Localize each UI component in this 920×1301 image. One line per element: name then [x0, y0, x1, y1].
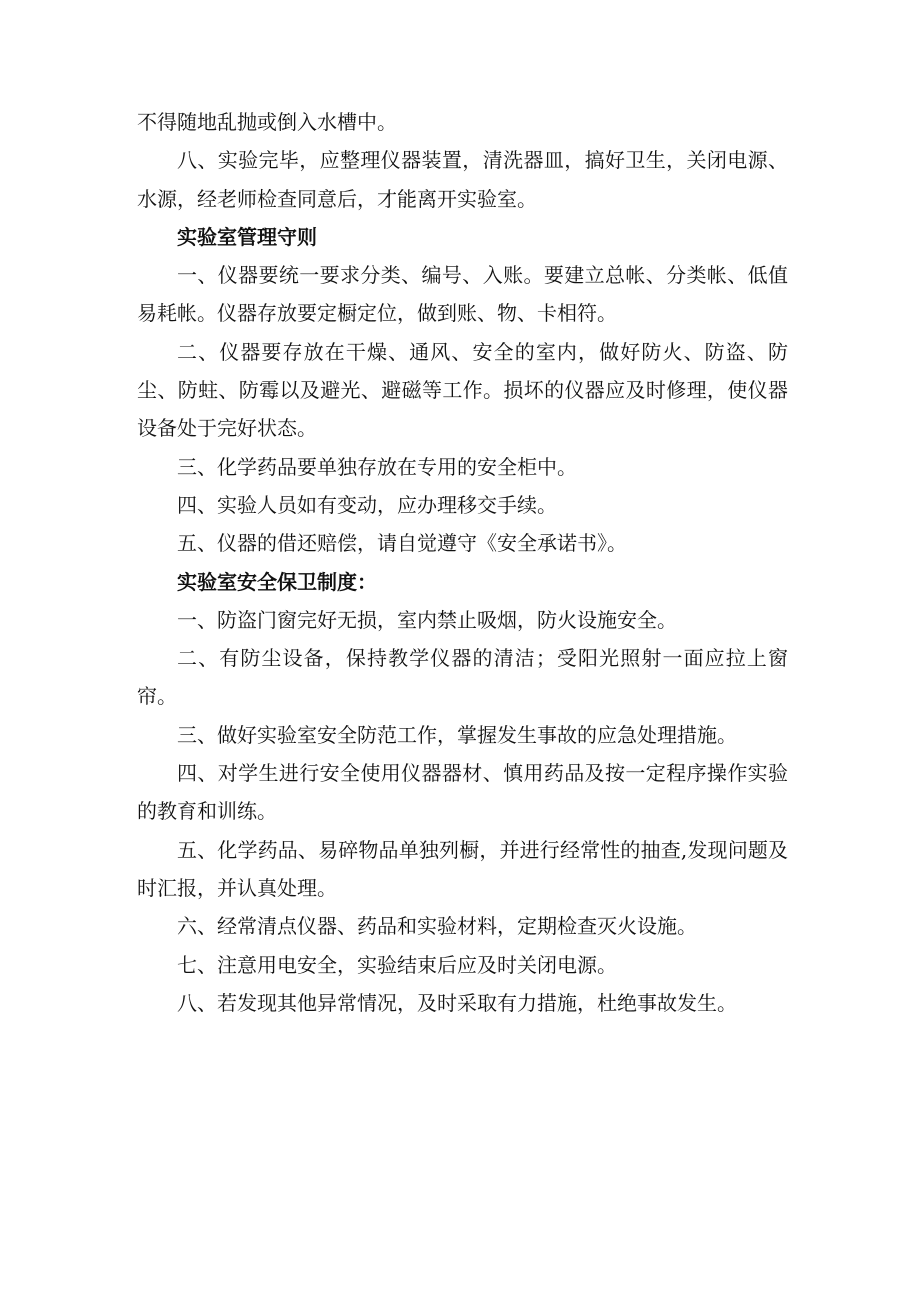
security-item-6: 六、经常清点仪器、药品和实验材料，定期检查灭火设施。: [177, 914, 697, 939]
security-item-3: 三、做好实验室安全防范工作，掌握发生事故的应急处理措施。: [177, 722, 737, 747]
continuation-paragraph: 不得随地乱抛或倒入水槽中。: [137, 110, 397, 134]
section-title-security: 实验室安全保卫制度：: [177, 569, 377, 594]
document-page: [137, 103, 788, 1022]
security-item-2: 二、有防尘设备，保持教学仪器的清洁；受阳光照射一面应拉上窗帘。: [137, 646, 788, 709]
security-item-1: 一、防盗门窗完好无损，室内禁止吸烟，防火设施安全。: [177, 607, 677, 632]
management-item-5: 五、仪器的借还赔偿，请自觉遵守《安全承诺书》。: [177, 531, 627, 556]
lab-rule-item-8: 八、实验完毕，应整理仪器装置，清洗器皿，搞好卫生，关闭电源、水源，经老师检查同意后，才能离开实验室。: [137, 148, 788, 211]
security-item-5: 五、化学药品、易碎物品单独列橱，并进行经常性的抽查,发现问题及时汇报，并认真处理。: [137, 837, 788, 900]
management-item-4: 四、实验人员如有变动，应办理移交手续。: [177, 492, 557, 517]
management-item-1: 一、仪器要统一要求分类、编号、入账。要建立总帐、分类帐、低值易耗帐。仪器存放要定橱定位，做到账、物、卡相符。: [137, 263, 788, 326]
management-item-3: 三、化学药品要单独存放在专用的安全柜中。: [177, 454, 577, 479]
security-item-7: 七、注意用电安全，实验结束后应及时关闭电源。: [177, 952, 617, 977]
security-item-4: 四、对学生进行安全使用仪器器材、慎用药品及按一定程序操作实验的教育和训练。: [137, 761, 788, 824]
section-title-management: 实验室管理守则: [177, 224, 317, 249]
security-item-8: 八、若发现其他异常情况，及时采取有力措施，杜绝事故发生。: [177, 990, 737, 1015]
management-item-2: 二、仪器要存放在干燥、通风、安全的室内，做好防火、防盗、防尘、防蛀、防霉以及避光、避磁等工作。损坏的仪器应及时修理，使仪器设备处于完好状态。: [137, 339, 788, 441]
